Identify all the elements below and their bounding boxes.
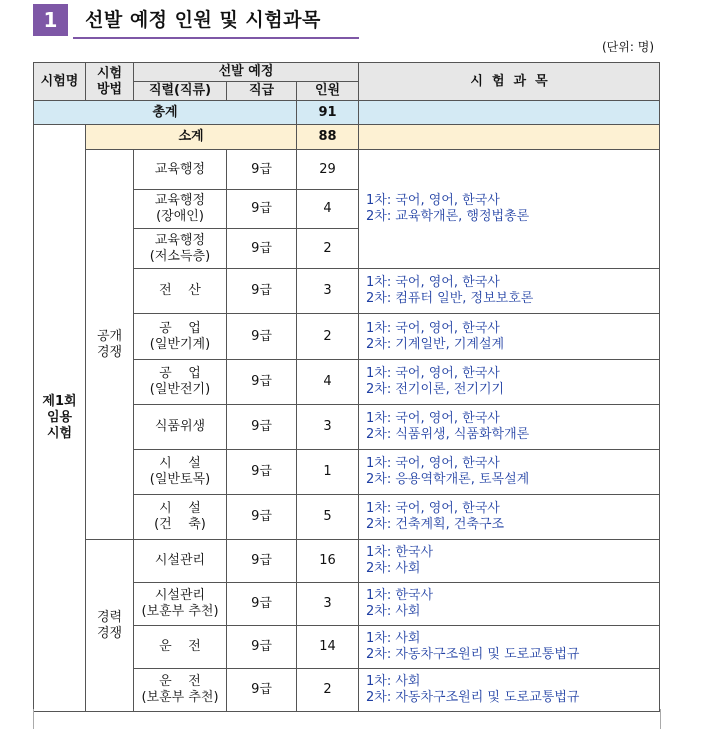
grade-cell: 9급: [227, 190, 297, 229]
job-cell: 식품위생: [134, 405, 227, 450]
subtotal-count: 88: [297, 125, 359, 150]
subjects-cell: 1차: 국어, 영어, 한국사 2차: 전기이론, 전기기기: [359, 360, 660, 405]
header-count: 인원: [297, 82, 359, 101]
job-cell: 운 전: [134, 626, 227, 669]
count-cell: 16: [297, 540, 359, 583]
section-number: 1: [33, 4, 68, 36]
job-cell: 시 설 (건 축): [134, 495, 227, 540]
count-cell: 2: [297, 229, 359, 269]
grade-cell: 9급: [227, 150, 297, 190]
total-subjects: [359, 101, 660, 125]
count-cell: 3: [297, 405, 359, 450]
grade-cell: 9급: [227, 314, 297, 360]
subtotal-label: 소계: [86, 125, 297, 150]
job-cell: 교육행정: [134, 150, 227, 190]
subjects-cell: 1차: 국어, 영어, 한국사 2차: 기계일반, 기계설계: [359, 314, 660, 360]
method-career: 경력 경쟁: [86, 540, 134, 712]
subjects-cell: 1차: 사회 2차: 자동차구조원리 및 도로교통법규: [359, 669, 660, 712]
count-cell: 4: [297, 190, 359, 229]
job-cell: 운 전 (보훈부 추천): [134, 669, 227, 712]
subtotal-subjects: [359, 125, 660, 150]
header-exam-name: 시험명: [34, 63, 86, 101]
job-cell: 교육행정 (장애인): [134, 190, 227, 229]
grade-cell: 9급: [227, 405, 297, 450]
table-row: [34, 540, 660, 583]
count-cell: 1: [297, 450, 359, 495]
subjects-cell: 1차: 국어, 영어, 한국사 2차: 건축계획, 건축구조: [359, 495, 660, 540]
job-cell: 공 업 (일반전기): [134, 360, 227, 405]
count-cell: 5: [297, 495, 359, 540]
method-open: 공개 경쟁: [86, 150, 134, 540]
selection-table: [33, 62, 660, 712]
header-grade: 직급: [227, 82, 297, 101]
header-job-series: 직렬(직류): [134, 82, 227, 101]
unit-label: (단위: 명): [602, 40, 654, 54]
section-header: [33, 4, 359, 38]
section-title: 선발 예정 인원 및 시험과목: [85, 9, 321, 31]
grade-cell: 9급: [227, 626, 297, 669]
count-cell: 2: [297, 314, 359, 360]
header-selection-plan: 선발 예정: [134, 63, 359, 82]
grade-cell: 9급: [227, 540, 297, 583]
count-cell: 4: [297, 360, 359, 405]
count-cell: 2: [297, 669, 359, 712]
job-cell: 전 산: [134, 269, 227, 314]
page-bottom-edge: [33, 709, 661, 729]
subjects-cell: 1차: 국어, 영어, 한국사 2차: 응용역학개론, 토목설계: [359, 450, 660, 495]
title-underline: [73, 37, 359, 39]
job-cell: 공 업 (일반기계): [134, 314, 227, 360]
header-exam-method: 시험 방법: [86, 63, 134, 101]
job-cell: 시설관리 (보훈부 추천): [134, 583, 227, 626]
grade-cell: 9급: [227, 583, 297, 626]
grade-cell: 9급: [227, 669, 297, 712]
count-cell: 3: [297, 583, 359, 626]
grade-cell: 9급: [227, 495, 297, 540]
job-cell: 시 설 (일반토목): [134, 450, 227, 495]
total-count: 91: [297, 101, 359, 125]
count-cell: 29: [297, 150, 359, 190]
job-cell: 시설관리: [134, 540, 227, 583]
subjects-cell: 1차: 국어, 영어, 한국사 2차: 교육학개론, 행정법총론: [359, 150, 660, 269]
exam-name-cell: 제1회 임용 시험: [34, 125, 86, 712]
subjects-cell: 1차: 국어, 영어, 한국사 2차: 식품위생, 식품화학개론: [359, 405, 660, 450]
total-label: 총계: [34, 101, 297, 125]
subjects-cell: 1차: 한국사 2차: 사회: [359, 540, 660, 583]
table-row: [34, 150, 660, 190]
count-cell: 3: [297, 269, 359, 314]
grade-cell: 9급: [227, 450, 297, 495]
grade-cell: 9급: [227, 360, 297, 405]
subjects-cell: 1차: 사회 2차: 자동차구조원리 및 도로교통법규: [359, 626, 660, 669]
grade-cell: 9급: [227, 229, 297, 269]
job-cell: 교육행정 (저소득층): [134, 229, 227, 269]
count-cell: 14: [297, 626, 359, 669]
subjects-cell: 1차: 국어, 영어, 한국사 2차: 컴퓨터 일반, 정보보호론: [359, 269, 660, 314]
grade-cell: 9급: [227, 269, 297, 314]
subjects-cell: 1차: 한국사 2차: 사회: [359, 583, 660, 626]
header-subjects: 시 험 과 목: [359, 63, 660, 101]
